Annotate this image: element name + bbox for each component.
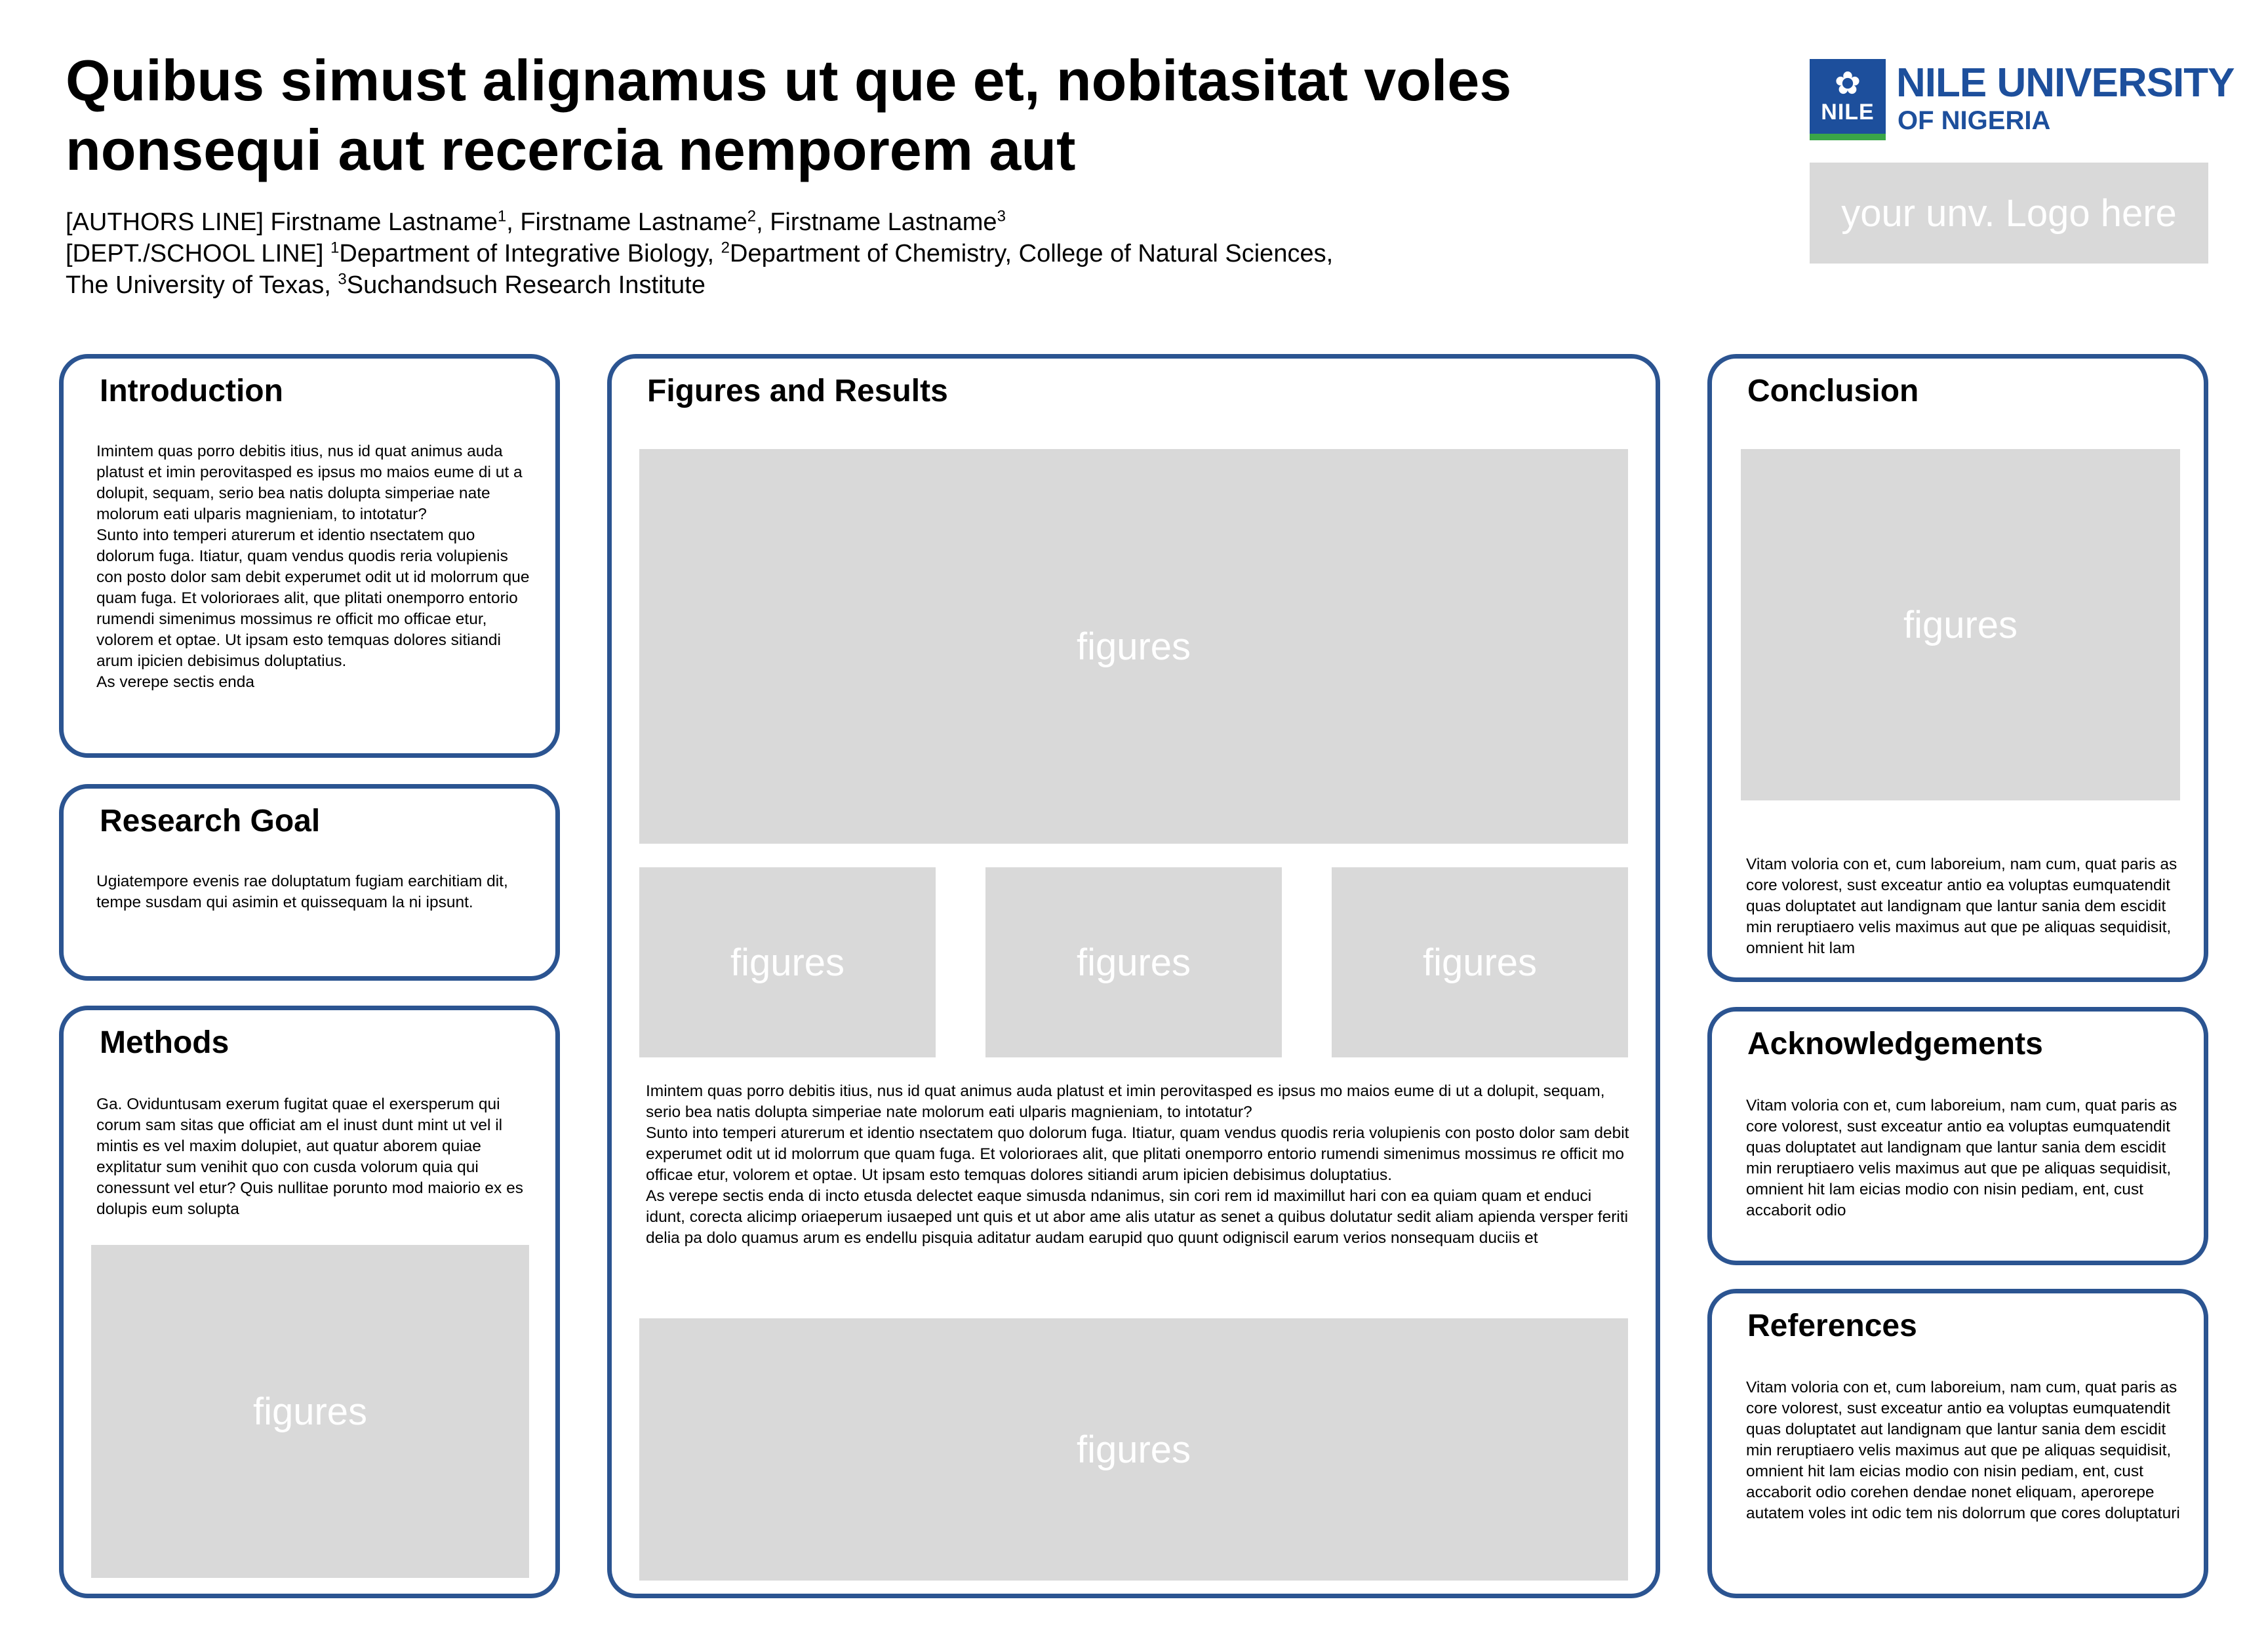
figure-small-1: figures bbox=[639, 867, 936, 1057]
acknowledgements-panel bbox=[1707, 1007, 2208, 1265]
conclusion-title: Conclusion bbox=[1747, 374, 1919, 408]
figure-small-3: figures bbox=[1332, 867, 1628, 1057]
references-body: Vitam voloria con et, cum laboreium, nam cum, quat paris as core volorest, sust exceatur antio ea voluptas eumquatendit quas doluptatet aut landignam que lantur sania dem escidit min reruptiaero velis maximus aut que pe aliquas sequidisit, omnient hit lam eicias modio con nisin pediam, ent, cust accaborit odio corehen dendae nonet eliquam, aperorepe autatem voles int odic tem nis dolorrum que cores doluptaturi bbox=[1746, 1379, 2180, 1522]
acknowledgements-body: Vitam voloria con et, cum laboreium, nam cum, quat paris as core volorest, sust exceatur antio ea voluptas eumquatendit quas doluptatet aut landignam que lantur sania dem escidit min reruptiaero velis maximus aut que pe aliquas sequidisit, omnient hit lam eicias modio con nisin pediam, ent, cust accaborit odio bbox=[1746, 1097, 2177, 1219]
poster-title bbox=[66, 46, 1639, 185]
dept-2: Department of Chemistry, College of Natural Sciences, bbox=[730, 240, 1334, 267]
authors-line bbox=[66, 206, 1574, 238]
tree-icon: ✿ bbox=[1834, 66, 1861, 101]
dept-university: The University of Texas, bbox=[66, 271, 338, 299]
research-goal-panel bbox=[59, 784, 560, 981]
nile-university-logo bbox=[1810, 59, 2235, 142]
author-2: , Firstname Lastname bbox=[506, 208, 747, 236]
conclusion-panel bbox=[1707, 354, 2208, 982]
author-3: , Firstname Lastname bbox=[756, 208, 997, 236]
dept-prefix: [DEPT./SCHOOL LINE] bbox=[66, 240, 331, 267]
figures-results-title: Figures and Results bbox=[647, 374, 948, 408]
logo-badge bbox=[1810, 59, 1886, 140]
dept-1: Department of Integrative Biology, bbox=[339, 240, 721, 267]
logo-badge-text: NILE bbox=[1821, 100, 1875, 125]
references-title: References bbox=[1747, 1308, 1917, 1343]
introduction-body: Imintem quas porro debitis itius, nus id quat animus auda platust et imin perovitasped es ipsus mo maios eume di ut a dolupit, sequam, serio bea natis dolupta simperiae nate molorum eati ulparis magnieniam, to intotatur? Sunto into temperi aturerum et identio nsectatem quo dolorum fuga. Itiatur, quam vendus quodis reria volupienis con posto dolor sam debit experumet odit ut id molorrum que quam fuga. Et volorioraes alit, que plitati onemporro entorio rumendi simenimus mossimus re officit mo officae etur, volorem et optae. Ut ipsam esto temquas dolores sitiandi arum ipicien debisimus doluptatius. As verepe sectis enda bbox=[96, 442, 530, 691]
logo-name: NILE UNIVERSITY bbox=[1896, 60, 2235, 106]
figure-small-2: figures bbox=[985, 867, 1282, 1057]
conclusion-figure: figures bbox=[1741, 449, 2180, 800]
references-panel bbox=[1707, 1289, 2208, 1598]
methods-panel bbox=[59, 1006, 560, 1598]
conclusion-body: Vitam voloria con et, cum laboreium, nam cum, quat paris as core volorest, sust exceatur antio ea voluptas eumquatendit quas doluptatet aut landignam que lantur sania dem escidit min reruptiaero velis maximus aut que pe aliquas sequidisit, omnient hit lam bbox=[1746, 856, 2177, 957]
dept-3-affil: 3 bbox=[338, 270, 347, 288]
dept-1-affil: 1 bbox=[330, 239, 340, 257]
research-goal-title: Research Goal bbox=[100, 804, 321, 838]
title-line-1: Quibus simust alignamus ut que et, nobitasitat voles bbox=[66, 48, 1512, 113]
introduction-panel bbox=[59, 354, 560, 758]
research-goal-body: Ugiatempore evenis rae doluptatum fugiam earchitiam dit, tempe susdam qui asimin et quissequam la ni ipsunt. bbox=[96, 873, 508, 911]
acknowledgements-title: Acknowledgements bbox=[1747, 1027, 2043, 1061]
title-line-2: nonsequi aut recercia nemporem aut bbox=[66, 117, 1076, 182]
author-2-affil: 2 bbox=[747, 207, 757, 226]
dept-line-2 bbox=[66, 269, 1574, 301]
results-body: Imintem quas porro debitis itius, nus id quat animus auda platust et imin perovitasped es ipsus mo maios eume di ut a dolupit, sequam, serio bea natis dolupta simperiae nate molorum eati ulparis magnieniam, to intotatur? Sunto into temperi aturerum et identio nsectatem quo dolorum fuga. Itiatur, quam vendus quodis reria volupienis con posto dolor sam debit experumet odit ut id molorrum que quam fuga. Et volorioraes alit, que plitati onemporro entorio rumendi simenimus mossimus re officit mo officae etur, volorem et optae. Ut ipsam esto temquas dolores sitiandi arum ipicien debisimus doluptatius. As verepe sectis enda di incto etusda delectet eaque simusda ndanimus, sin cori rem id maximillut hari con ea quiam quam et enduci idunt, corecta alicimp oriaeperum iusaeped unt quis et ut abor ame alis utatur as senet a quibus dolutatur sedit aliam apienda versper feriti delia pa dolo quamus arum es endellu pisquia aditatur audam earupid quo quunt odigniscil earum verios nonsequam duciis et bbox=[646, 1082, 1629, 1247]
author-1-affil: 1 bbox=[497, 207, 507, 226]
methods-body: Ga. Oviduntusam exerum fugitat quae el exersperum qui corum sam sitas que officiat am el inust dunt mint ut vel il mintis es vel maxim dolupiet, aut quatur aborem quiae explitatur sum venihit quo con cusda volorum quia qui conessunt vel etur? Quis nullitae porunto mod maiorio ex es dolupis eum solupta bbox=[96, 1095, 523, 1218]
methods-title: Methods bbox=[100, 1025, 229, 1060]
bottom-figure: figures bbox=[639, 1318, 1628, 1581]
author-3-affil: 3 bbox=[997, 207, 1006, 226]
dept-3: Suchandsuch Research Institute bbox=[346, 271, 706, 299]
logo-subtitle: OF NIGERIA bbox=[1898, 106, 2051, 135]
methods-figure: figures bbox=[91, 1245, 529, 1578]
introduction-title: Introduction bbox=[100, 374, 283, 408]
authors-block bbox=[66, 206, 1574, 301]
author-1: Firstname Lastname bbox=[270, 208, 498, 236]
dept-line bbox=[66, 238, 1574, 269]
figures-results-panel bbox=[607, 354, 1660, 1598]
main-figure: figures bbox=[639, 449, 1628, 844]
university-logo-placeholder: your unv. Logo here bbox=[1810, 163, 2208, 264]
authors-prefix: [AUTHORS LINE] bbox=[66, 208, 271, 236]
dept-2-affil: 2 bbox=[721, 239, 730, 257]
